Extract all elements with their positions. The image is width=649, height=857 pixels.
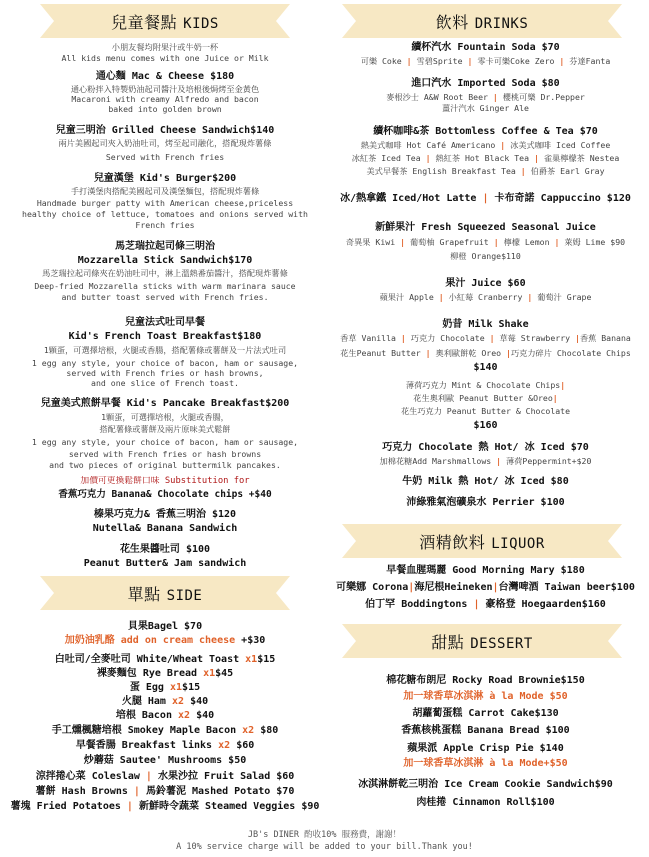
kids-item-title: 通心麵 Mac & Cheese $180: [95, 71, 235, 82]
kids-note-en: All kids menu comes with one Juice or Milk: [61, 53, 269, 63]
drink-fresh-juice-options: 奇異果 Kiwi | 葡萄柚 Grapefruit | 檸檬 Lemon | 萊姆 Lime $90: [345, 237, 626, 247]
dessert-title-zh: 甜點: [431, 632, 465, 652]
drink-fresh-juice-extra: 柳橙 Orange$110: [450, 251, 521, 261]
dessert-pie: 蘋果派 Apple Crisp Pie $140: [407, 743, 564, 754]
kids-item-desc: 搭配薯條或薯餅及兩片原味美式鬆餅: [99, 424, 231, 434]
drink-perrier: 沛綠雅氣泡礦泉水 Perrier $100: [406, 497, 565, 508]
kids-banner: [40, 4, 290, 38]
drink-fountain: 續杯汽水 Fountain Soda $70: [411, 42, 560, 53]
dessert-brownie: 棉花糖布朗尼 Rocky Road Brownie$150: [386, 675, 585, 686]
kids-item-desc: Handmade burger patty with American cheese,priceless: [36, 198, 294, 208]
side-row: 火腿 Ham x2 $40: [121, 696, 209, 707]
kids-item-desc: 1 egg any style, your choice of bacon, ham or sausage,: [31, 358, 299, 368]
drink-fresh-juice: 新鮮果汁 Fresh Squeezed Seasonal Juice: [375, 222, 596, 233]
dessert-title-en: DESSERT: [470, 635, 533, 652]
footer-note-en: A 10% service charge will be added to your bill.Thank you!: [176, 842, 473, 852]
drink-milk: 牛奶 Milk 熱 Hot/ 冰 Iced $80: [402, 476, 569, 487]
kids-item-title: 馬芝瑞拉起司條三明治: [115, 241, 215, 252]
kids-item-desc: and butter toast served with French fries.: [61, 292, 269, 302]
pancake-substitution-option: 香蕉巧克力 Banana& Chocolate chips +$40: [58, 489, 272, 500]
kids-item-desc: French fries: [135, 220, 195, 230]
kids-item-desc: and one slice of French toast.: [91, 378, 239, 388]
kids-item-title-en: Kid's French Toast Breakfast$180: [68, 331, 262, 342]
kids-item-desc: and two pieces of original buttermilk pancakes.: [49, 460, 281, 470]
kids-extra-title: 榛果巧克力& 香蕉三明治 $120: [93, 509, 237, 520]
dessert-brownie-addon: 加一球香草冰淇淋 à la Mode $50: [403, 691, 568, 702]
kids-item-desc: baked into golden brown: [108, 104, 222, 114]
drink-juice-options: 蘋果汁 Apple | 小紅莓 Cranberry | 葡萄汁 Grape: [379, 292, 592, 302]
side-title-zh: 單點: [127, 584, 161, 604]
drink-shake-premium: 薄荷巧克力 Mint & Chocolate Chips|: [405, 380, 566, 390]
drink-imported-options: 薑汁汽水 Ginger Ale: [442, 103, 529, 113]
dessert-carrot: 胡蘿蔔蛋糕 Carrot Cake$130: [412, 708, 559, 719]
kids-item-desc: 通心粉拌入特製奶油起司醬汁及培根後焗烤至金黃色: [70, 84, 260, 94]
drinks-banner: [342, 4, 622, 38]
kids-item-desc: healthy choice of lettuce, tomatoes and onions served with: [22, 209, 308, 219]
side-row: 蛋 Egg x1$15: [129, 682, 201, 693]
drink-chocolate: 巧克力 Chocolate 熱 Hot/ 冰 Iced $70: [382, 442, 589, 453]
drinks-title-en: DRINKS: [474, 15, 529, 32]
kids-item-desc: 兩片美國起司夾入奶油吐司，烤至起司融化，搭配現炸薯條: [58, 138, 272, 148]
drink-latte: 冰/熱拿鐵 Iced/Hot Latte | 卡布奇諾 Cappuccino $120: [340, 193, 631, 204]
kids-extra-title-en: Nutella& Banana Sandwich: [92, 523, 238, 534]
kids-title-zh: 兒童餐點: [111, 12, 178, 32]
drink-shake: 奶昔 Milk Shake: [442, 319, 529, 330]
drinks-title-zh: 飲料: [435, 12, 469, 32]
side-banner: [40, 576, 290, 610]
side-bagel: 貝果Bagel $70: [127, 621, 203, 632]
dessert-banana: 香蕉核桃蛋糕 Banana Bread $100: [401, 725, 570, 736]
dessert-banner: [342, 624, 622, 658]
side-row: 炒蘑菇 Sautee' Mushrooms $50: [83, 755, 247, 766]
drink-coffee-options: 熱美式咖啡 Hot Café Americano | 冰美式咖啡 Iced Coffee: [360, 140, 611, 150]
kids-item-desc: 馬芝瑞拉起司條夾在奶油吐司中，淋上溫熱番茄醬汁，搭配現炸薯條: [42, 268, 288, 278]
side-pair-row: 薯餅 Hash Browns | 馬鈴薯泥 Mashed Potato $70: [35, 786, 295, 797]
drink-coffee-options: 美式早餐茶 English Breakfast Tea | 伯爵茶 Earl Gray: [366, 166, 605, 176]
side-row: 培根 Bacon x2 $40: [115, 710, 215, 721]
kids-note-zh: 小朋友餐均附果汁或牛奶一杯: [111, 42, 219, 52]
kids-item-title: 兒童漢堡 Kid's Burger$200: [93, 173, 237, 184]
drink-imported: 進口汽水 Imported Soda $80: [411, 78, 560, 89]
drink-shake-premium-price: $160: [473, 420, 498, 431]
liquor-mary: 早餐血腥瑪麗 Good Morning Mary $180: [386, 565, 585, 576]
kids-item-desc: 1 egg any style, your choice of bacon, ham or sausage,: [31, 437, 299, 447]
kids-item-desc: Served with French fries: [105, 152, 225, 162]
kids-item-title: 兒童三明治 Grilled Cheese Sandwich$140: [55, 125, 275, 136]
liquor-beers: 伯丁罕 Boddingtons | 豪格登 Hoegaarden$160: [365, 599, 606, 610]
side-row: 早餐香腸 Breakfast links x2 $60: [75, 740, 255, 751]
drink-chocolate-addon: 加棉花糖Add Marshmallows | 薄荷Peppermint+$20: [379, 456, 592, 466]
drink-juice: 果汁 Juice $60: [445, 278, 526, 289]
dessert-cookie: 冰淇淋餅乾三明治 Ice Cream Cookie Sandwich$90: [358, 779, 613, 790]
kids-item-title: 兒童美式煎餅早餐 Kid's Pancake Breakfast$200: [40, 398, 290, 409]
kids-item-desc: 1顆蛋，可選擇培根，火腿或香腸，搭配薯條或薯餅及一片法式吐司: [43, 345, 287, 355]
liquor-title-zh: 酒精飲料: [419, 532, 486, 552]
side-title-en: SIDE: [166, 587, 203, 604]
footer-note-zh: JB's DINER 酌收10% 服務費，謝謝！: [247, 830, 402, 840]
kids-item-title: 兒童法式吐司早餐: [125, 317, 205, 328]
liquor-title-en: LIQUOR: [491, 535, 545, 552]
side-row: 裸麥麵包 Rye Bread x1$45: [96, 668, 234, 679]
pancake-substitution-note: 加價可更換鬆餅口味 Substitution for: [80, 476, 250, 486]
dessert-pie-addon: 加一球香草冰淇淋 à la Mode+$50: [403, 758, 568, 769]
drink-shake-premium: 花生奧利歐 Peanut Butter &Oreo|: [413, 393, 558, 403]
kids-extra-title: 花生果醬吐司 $100: [119, 544, 211, 555]
side-row: 手工燻楓糖培根 Smokey Maple Bacon x2 $80: [51, 725, 279, 736]
drink-fountain-options: 可樂 Coke | 雪碧Sprite | 零卡可樂Coke Zero | 芬達Fanta: [360, 56, 611, 66]
drink-coffee: 續杯咖啡&茶 Bottomless Coffee & Tea $70: [373, 126, 598, 137]
side-row: 白吐司/全麥吐司 White/Wheat Toast x1$15: [54, 654, 276, 665]
kids-item-title-en: Mozzarella Stick Sandwich$170: [77, 255, 253, 266]
drink-shake-premium: 花生巧克力 Peanut Butter & Chocolate: [400, 406, 571, 416]
kids-item-desc: served with French fries or hash browns,: [66, 368, 264, 378]
side-pair-row: 薯塊 Fried Potatoes | 新鮮時令蔬菜 Steamed Veggies $90: [10, 801, 320, 812]
side-bagel-addon: 加奶油乳酪 add on cream cheese +$30: [64, 635, 266, 646]
liquor-banner: [342, 524, 622, 558]
drink-shake-options: 花生Peanut Butter | 奧利歐餅乾 Oreo |巧克力碎片 Chocolate Chips: [340, 348, 631, 358]
kids-item-desc: served with French fries or hash browns: [68, 449, 262, 459]
kids-title-en: KIDS: [183, 15, 219, 32]
kids-item-desc: 手打漢堡肉搭配美國起司及漢堡麵包，搭配現炸薯條: [70, 186, 260, 196]
dessert-cinnamon: 肉桂捲 Cinnamon Roll$100: [416, 797, 555, 808]
side-pair-row: 涼拌捲心菜 Coleslaw | 水果沙拉 Fruit Salad $60: [35, 771, 295, 782]
drink-imported-options: 麥根沙士 A&W Root Beer | 櫻桃可樂 Dr.Pepper: [386, 92, 585, 102]
drink-shake-price: $140: [473, 362, 498, 373]
kids-item-desc: Macaroni with creamy Alfredo and bacon: [71, 94, 259, 104]
liquor-beers: 可樂娜 Corona|海尼根Heineken|台灣啤酒 Taiwan beer$100: [336, 582, 635, 593]
kids-item-desc: Deep-fried Mozzarella sticks with warm marinara sauce: [34, 281, 296, 291]
kids-item-desc: 1顆蛋，可選擇培根，火腿或香腸，: [101, 412, 229, 422]
kids-extra-title-en: Peanut Butter& Jam sandwich: [83, 558, 247, 569]
drink-shake-options: 香草 Vanilla | 巧克力 Chocolate | 草莓 Strawberry |香蕉 Banana: [340, 333, 631, 343]
drink-coffee-options: 冰紅茶 Iced Tea | 熱紅茶 Hot Black Tea | 雀巢檸檬茶 Nestea: [351, 153, 620, 163]
